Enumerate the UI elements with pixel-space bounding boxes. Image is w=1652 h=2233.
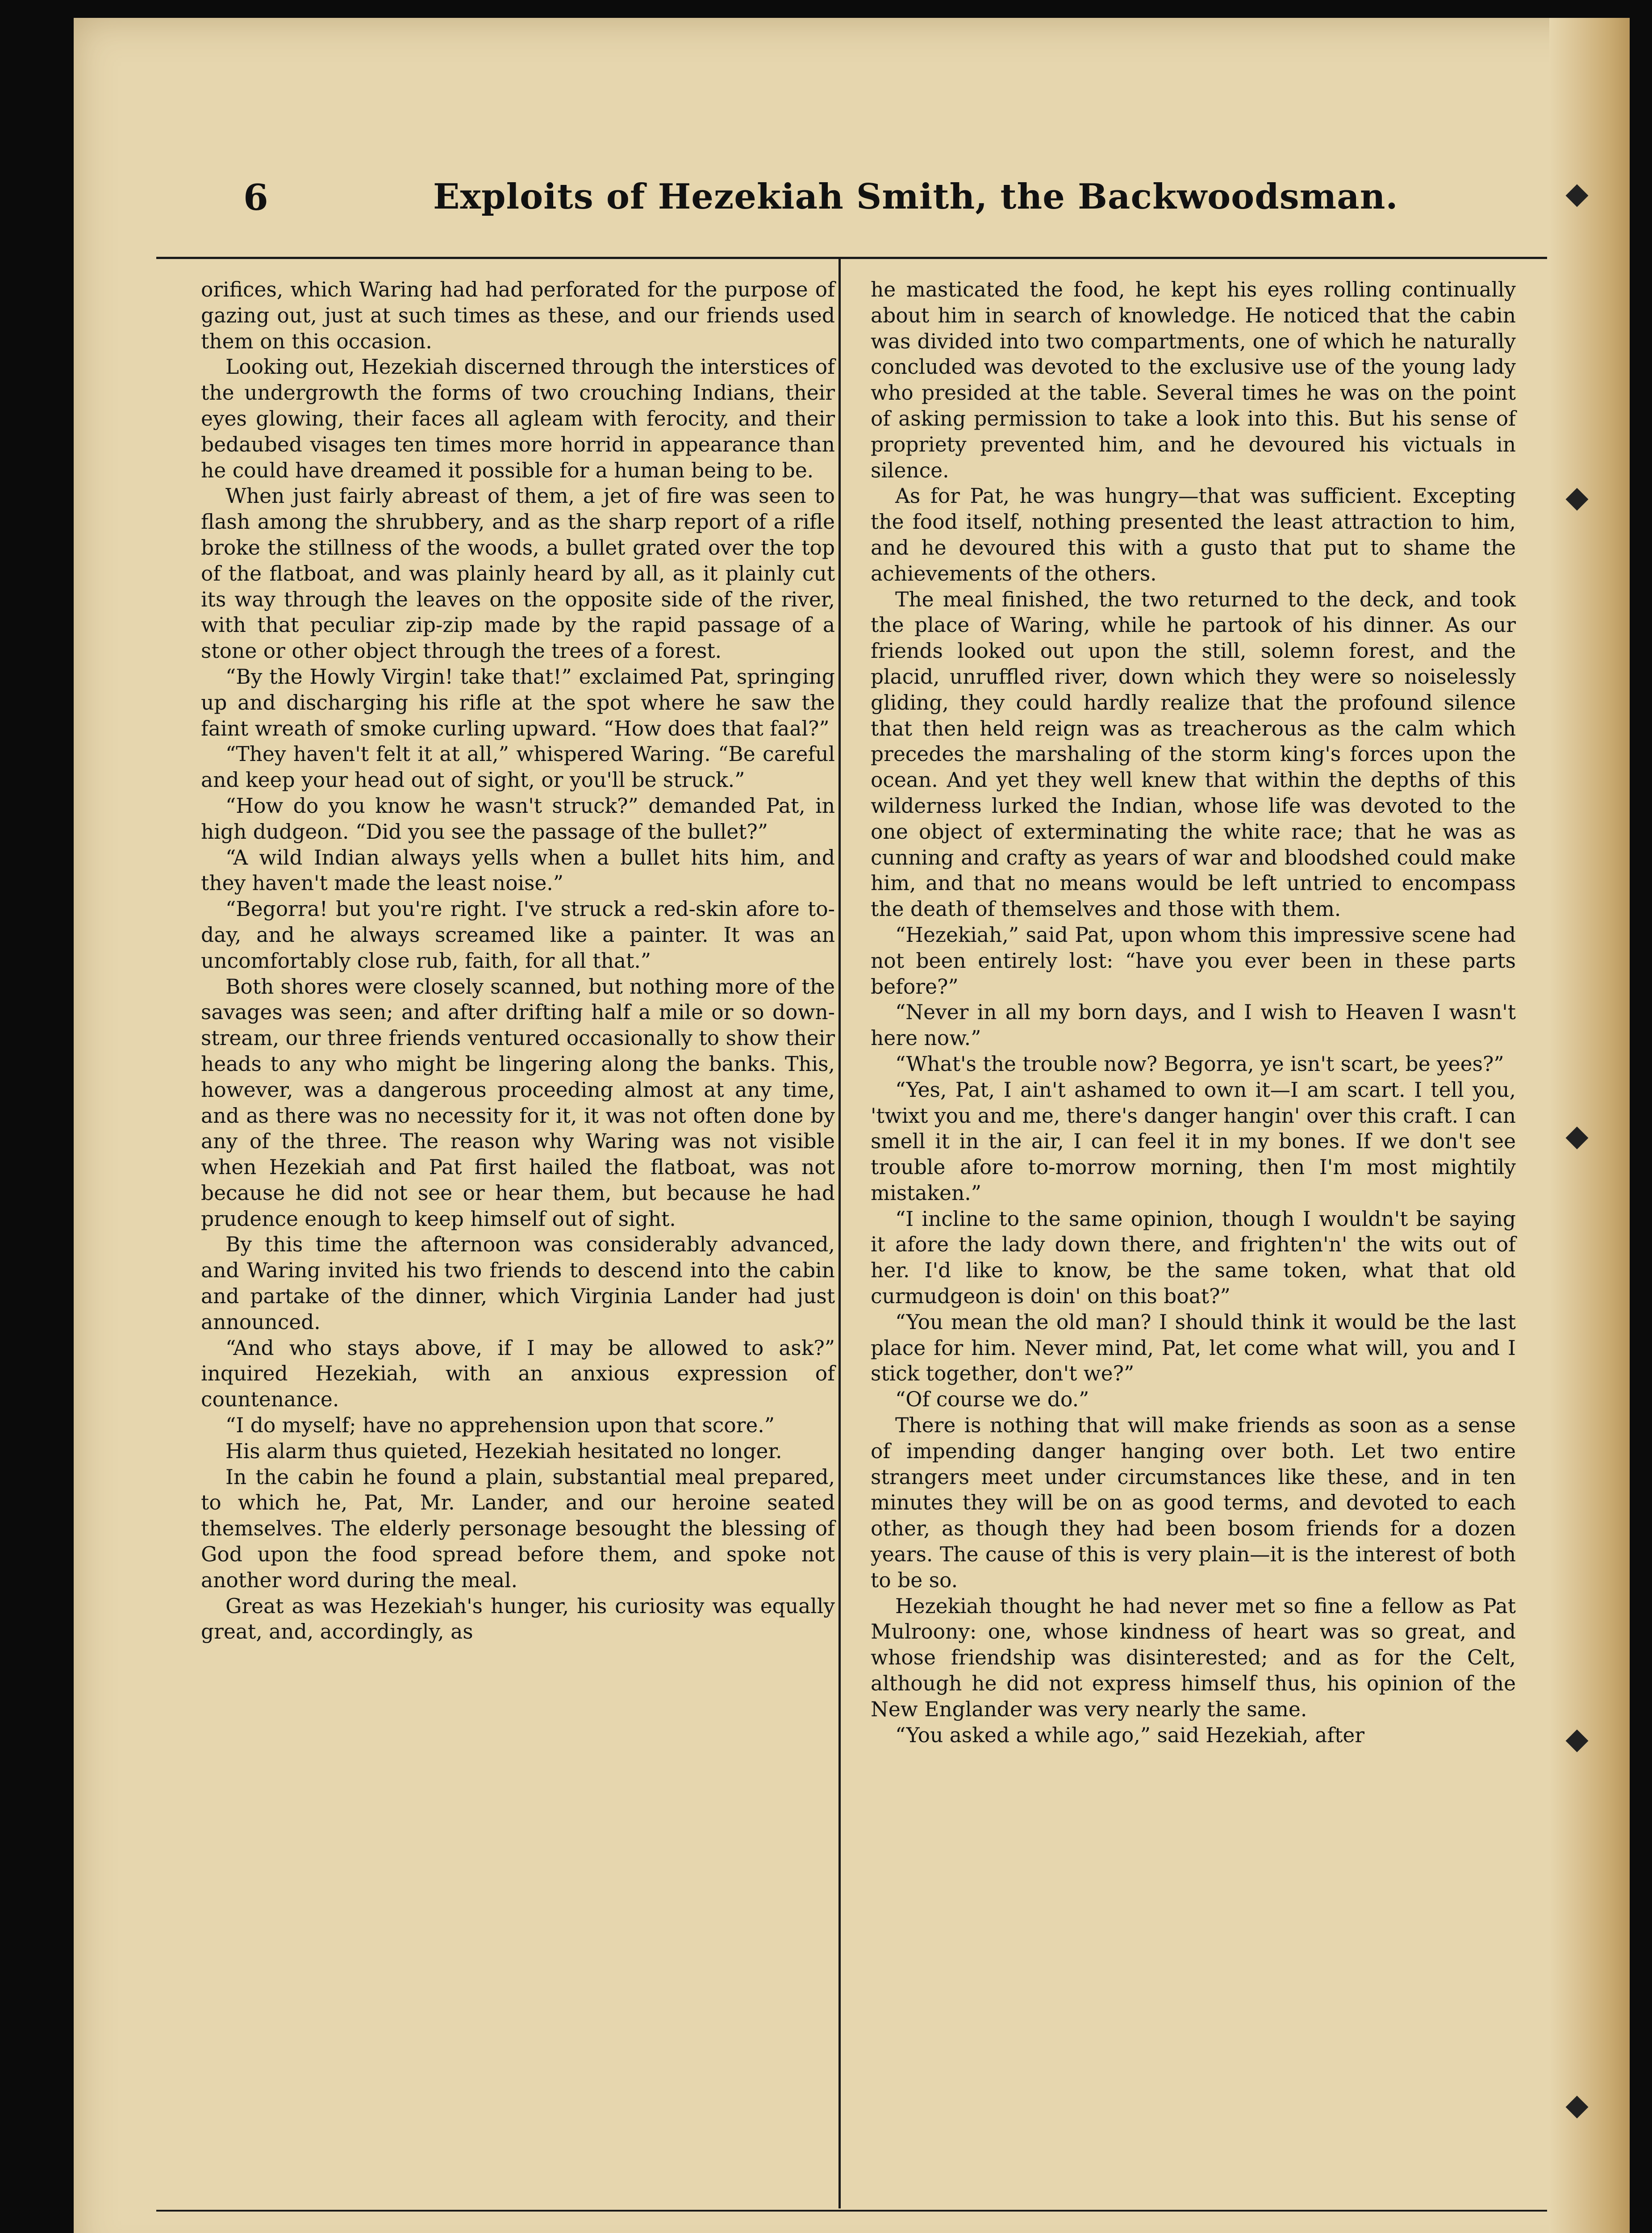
paragraph: “Begorra! but you're right. I've struck a red-skin afore to-day, and he always screamed like a painter. It was an uncomfortably close rub, faith, for all that.” — [201, 897, 835, 973]
magazine-page — [74, 18, 1630, 2233]
header-rule — [156, 257, 1547, 259]
page-number: 6 — [243, 176, 268, 218]
paragraph: “A wild Indian always yells when a bullet hits him, and they haven't made the least noise.” — [201, 845, 835, 895]
paragraph: His alarm thus quieted, Hezekiah hesitated no longer. — [225, 1439, 782, 1463]
paragraph: When just fairly abreast of them, a jet of fire was seen to flash among the shrubbery, and as the sharp report of a rifle broke the stillness of the woods, a bullet grated over the top of the flatboat, and was plainly heard by all, as it plainly cut its way through the leaves on the opposite side of the river, with that peculiar zip-zip made by the rapid passage of a stone or other object through the trees of a forest. — [201, 484, 835, 663]
left-text-column — [201, 277, 835, 1645]
paragraph: “Of course we do.” — [895, 1388, 1089, 1412]
paragraph: Looking out, Hezekiah discerned through the interstices of the undergrowth the forms of two crouching Indians, their eyes glowing, their faces all agleam with ferocity, and their bedaubed visages ten times more horrid in appearance than he could have dreamed it possible for a human being to be. — [201, 355, 835, 482]
footer-rule — [156, 2210, 1547, 2212]
paragraph: “I do myself; have no apprehension upon that score.” — [225, 1413, 775, 1438]
paragraph: “Yes, Pat, I ain't ashamed to own it—I am scart. I tell you, 'twixt you and me, there's danger hangin' over this craft. I can smell it in the air, I can feel it in my bones. If we don't see trouble afore to-morrow morning, then I'm most mightily mistaken.” — [871, 1078, 1516, 1205]
paragraph: “By the Howly Virgin! take that!” exclaimed Pat, springing up and discharging his rifle at the spot where he saw the faint wreath of smoke curling upward. “How does that faal?” — [201, 665, 835, 740]
paragraph: “And who stays above, if I may be allowed to ask?” inquired Hezekiah, with an anxious expression of countenance. — [201, 1336, 835, 1412]
paragraph: orifices, which Waring had had perforated for the purpose of gazing out, just at such times as these, and our friends used them on this occasion. — [201, 278, 835, 353]
paragraph: “Hezekiah,” said Pat, upon whom this impressive scene had not been entirely lost: “have you ever been in these parts before?” — [871, 923, 1516, 999]
page-binding-edge — [1549, 18, 1630, 2233]
paragraph: In the cabin he found a plain, substantial meal prepared, to which he, Pat, Mr. Lander, and our heroine seated themselves. The elderly personage besought the blessing of God upon the food spread before them, and spoke not another word during the meal. — [201, 1465, 835, 1592]
paragraph: Hezekiah thought he had never met so fine a fellow as Pat Mulroony: one, whose kindness of heart was so great, and whose friendship was disinterested; and as for the Celt, although he did not express himself thus, his opinion of the New Englander was very nearly the same. — [871, 1594, 1516, 1721]
paragraph: “They haven't felt it at all,” whispered Waring. “Be careful and keep your head out of sight, or you'll be struck.” — [201, 742, 835, 792]
paragraph: “You asked a while ago,” said Hezekiah, after — [895, 1723, 1365, 1747]
right-text-column — [871, 277, 1516, 1748]
paragraph: “Never in all my born days, and I wish to Heaven I wasn't here now.” — [871, 1000, 1516, 1050]
running-header-title: Exploits of Hezekiah Smith, the Backwoodsman. — [433, 176, 1398, 217]
paragraph: he masticated the food, he kept his eyes rolling continually about him in search of knowledge. He noticed that the cabin was divided into two compartments, one of which he naturally concluded was devoted to the exclusive use of the young lady who presided at the table. Several times he was on the point of asking permission to take a look into this. But his sense of propriety prevented him, and he devoured his victuals in silence. — [871, 278, 1516, 482]
paragraph: “What's the trouble now? Begorra, ye isn't scart, be yees?” — [895, 1052, 1504, 1076]
paragraph: By this time the afternoon was considerably advanced, and Waring invited his two friends to descend into the cabin and partake of the dinner, which Virginia Lander had just announced. — [201, 1233, 835, 1334]
paragraph: The meal finished, the two returned to the deck, and took the place of Waring, while he partook of his dinner. As our friends looked out upon the still, solemn forest, and the placid, unruffled river, down which they were so noiselessly gliding, they could hardly realize that the profound silence that then held reign was as treacherous as the calm which precedes the marshaling of the storm king's forces upon the ocean. And yet they well knew that within the depths of this wilderness lurked the Indian, whose life was devoted to the one object of exterminating the white race; that he was as cunning and crafty as years of war and bloodshed could make him, and that no means would be left untried to encompass the death of themselves and those with them. — [871, 587, 1516, 921]
paragraph: Both shores were closely scanned, but nothing more of the savages was seen; and after drifting half a mile or so down-stream, our three friends ventured occasionally to show their heads to any who might be lingering along the banks. This, however, was a dangerous proceeding almost at any time, and as there was no necessity for it, it was not often done by any of the three. The reason why Waring was not visible when Hezekiah and Pat first hailed the flatboat, was not because he did not see or hear them, but because he had prudence enough to keep himself out of sight. — [201, 974, 835, 1231]
paragraph: “I incline to the same opinion, though I wouldn't be saying it afore the lady down there, and frighten'n' the wits out of her. I'd like to know, be the same token, what that old curmudgeon is doin' on this boat?” — [871, 1207, 1516, 1309]
paragraph: As for Pat, he was hungry—that was sufficient. Excepting the food itself, nothing presented the least attraction to him, and he devoured this with a gusto that put to shame the achievements of the others. — [871, 484, 1516, 585]
paragraph: There is nothing that will make friends as soon as a sense of impending danger hanging over both. Let two entire strangers meet under circumstances like these, and in ten minutes they will be on as good terms, and devoted to each other, as though they had been bosom friends for a dozen years. The cause of this is very plain—it is the interest of both to be so. — [871, 1413, 1516, 1592]
column-divider — [839, 257, 841, 2208]
paragraph: “You mean the old man? I should think it would be the last place for him. Never mind, Pat, let come what will, you and I stick together, don't we?” — [871, 1310, 1516, 1386]
paragraph: Great as was Hezekiah's hunger, his curiosity was equally great, and, accordingly, as — [201, 1594, 835, 1644]
paragraph: “How do you know he wasn't struck?” demanded Pat, in high dudgeon. “Did you see the passage of the bullet?” — [201, 794, 835, 844]
